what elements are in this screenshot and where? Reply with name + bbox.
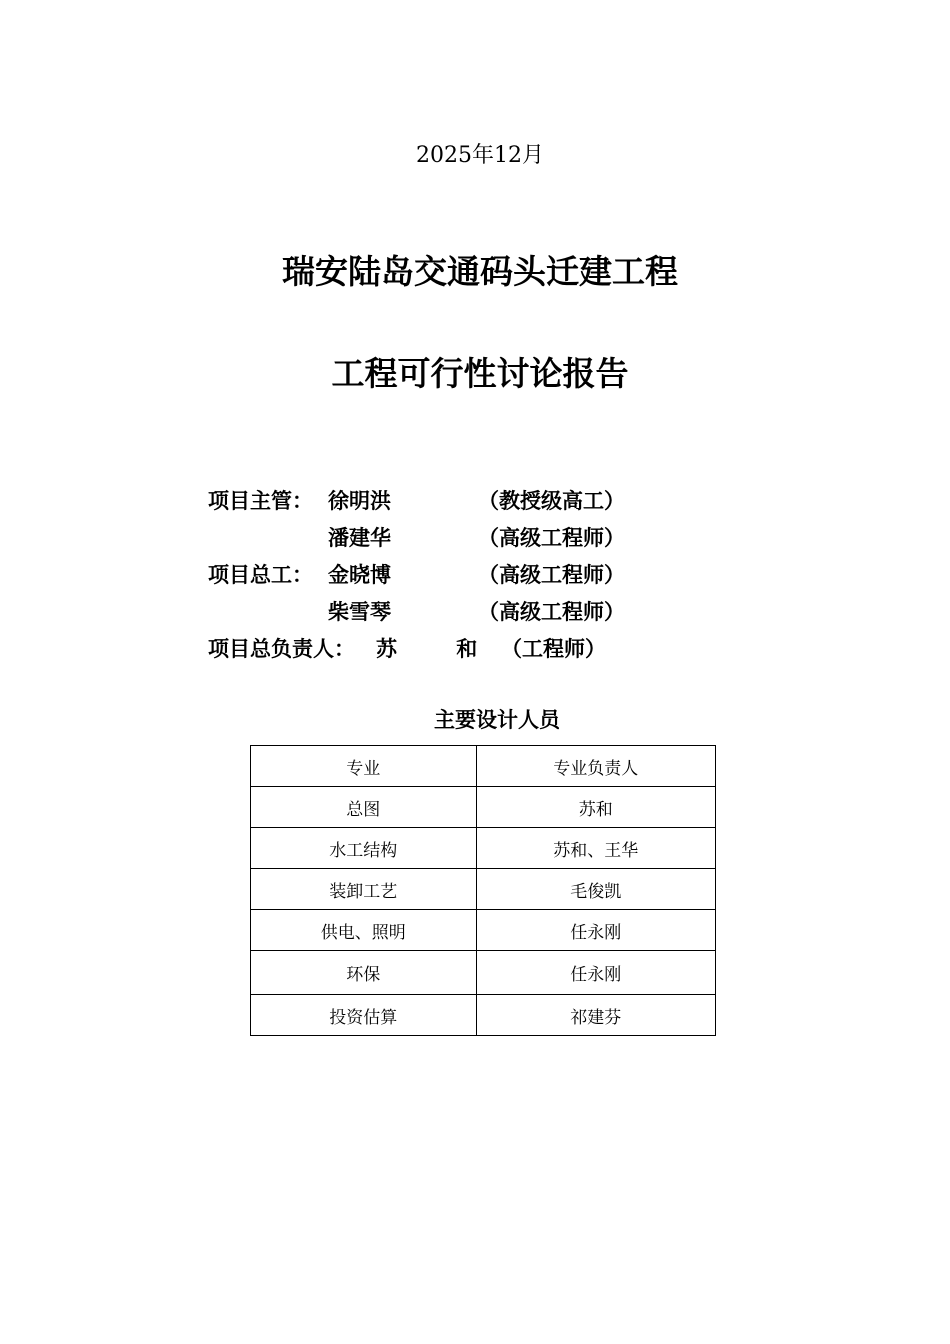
table-row [251, 787, 716, 828]
table-header-row [251, 746, 716, 787]
discipline-cell: 环保 [251, 951, 477, 995]
column-header-lead: 专业负责人 [476, 746, 715, 787]
personnel-title: （高级工程师） [478, 525, 625, 550]
table-row [251, 995, 716, 1036]
lead-cell: 苏和、王华 [476, 828, 715, 869]
discipline-cell: 投资估算 [251, 995, 477, 1036]
lead-cell: 任永刚 [476, 951, 715, 995]
personnel-name: 金晓博 [328, 562, 391, 587]
lead-cell: 毛俊凯 [476, 869, 715, 910]
table-caption: 主要设计人员 [434, 707, 560, 732]
personnel-title: （工程师） [501, 636, 606, 661]
discipline-cell: 水工结构 [251, 828, 477, 869]
discipline-cell: 装卸工艺 [251, 869, 477, 910]
table-row [251, 869, 716, 910]
personnel-row [208, 632, 728, 669]
report-date: 2025年12月 [416, 143, 544, 168]
personnel-name: 柴雪琴 [328, 599, 391, 624]
table-row [251, 910, 716, 951]
project-title: 瑞安陆岛交通码头迁建工程 [282, 252, 678, 291]
lead-cell: 任永刚 [476, 910, 715, 951]
report-title: 工程可行性讨论报告 [331, 354, 629, 393]
personnel-row [208, 484, 728, 521]
personnel-role: 项目主管： [208, 488, 313, 513]
column-header-discipline: 专业 [251, 746, 477, 787]
discipline-cell: 供电、照明 [251, 910, 477, 951]
discipline-cell: 总图 [251, 787, 477, 828]
personnel-role: 项目总负责人： [208, 636, 355, 661]
personnel-title: （高级工程师） [478, 562, 625, 587]
table-row [251, 828, 716, 869]
personnel-name: 苏 和 [376, 636, 504, 661]
personnel-name: 徐明洪 [328, 488, 391, 513]
personnel-title: （教授级高工） [478, 488, 625, 513]
personnel-row [208, 595, 728, 632]
personnel-row [208, 558, 728, 595]
personnel-row [208, 521, 728, 558]
personnel-name: 潘建华 [328, 525, 391, 550]
personnel-title: （高级工程师） [478, 599, 625, 624]
lead-cell: 苏和 [476, 787, 715, 828]
project-personnel [208, 484, 728, 669]
table-row [251, 951, 716, 995]
design-staff-table [250, 745, 716, 1036]
lead-cell: 祁建芬 [476, 995, 715, 1036]
personnel-role: 项目总工： [208, 562, 313, 587]
